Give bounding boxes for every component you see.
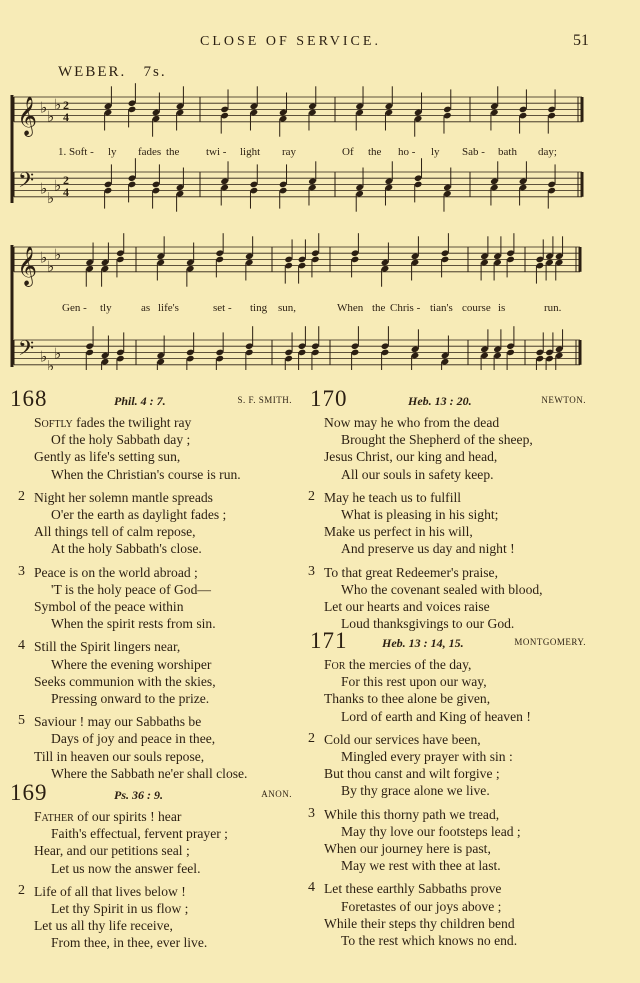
hymn-author: MONTGOMERY. <box>514 637 586 647</box>
verse-line: O'er the earth as daylight fades ; <box>51 507 227 523</box>
lyric-syllable: Gen - <box>62 302 87 314</box>
lyric-syllable: the <box>166 146 180 158</box>
verse-line: Peace is on the world abroad ; <box>34 564 198 580</box>
flat-sign: ♭ <box>47 358 55 370</box>
verse <box>308 563 586 633</box>
hymn-heading <box>310 628 586 656</box>
verse <box>324 414 586 483</box>
time-signature-top: 2 <box>63 173 69 187</box>
verse-line: All things tell of calm repose, <box>34 524 196 540</box>
lyric-syllable: fades <box>138 146 162 158</box>
verse <box>308 488 586 558</box>
hymn-author: S. F. SMITH. <box>237 395 292 405</box>
hymn-171 <box>308 628 586 955</box>
lyric-syllable: sun, <box>278 302 297 314</box>
lyric-syllable: light <box>240 146 261 158</box>
verse-line: Loud thanksgivings to our God. <box>341 616 515 632</box>
flat-sign: ♭ <box>47 190 55 207</box>
lyric-syllable: twi - <box>206 146 227 158</box>
verse-line: Let thy Spirit in us flow ; <box>51 901 189 917</box>
verse <box>308 730 586 800</box>
lyric-syllable: life's <box>158 302 179 314</box>
verse-number: 2 <box>308 488 315 504</box>
verse <box>308 805 586 875</box>
verse-line: Till in heaven our souls repose, <box>34 748 205 764</box>
time-signature-top: 2 <box>63 98 69 112</box>
page-number: 51 <box>573 32 589 49</box>
verse-line: When the spirit rests from sin. <box>51 616 216 632</box>
verse <box>34 808 292 877</box>
verse-line: Where the Sabbath ne'er shall close. <box>51 765 248 781</box>
lyric-syllable: is <box>498 302 506 314</box>
scripture-reference: Phil. 4 : 7. <box>114 394 166 408</box>
score-svg <box>0 0 640 370</box>
hymn-heading <box>10 386 292 414</box>
bass-clef: 𝄢 <box>18 168 35 197</box>
verse <box>308 880 586 949</box>
verse-line: Let our hearts and voices raise <box>324 599 490 615</box>
flat-sign: ♭ <box>40 181 48 198</box>
verse-line: When the Christian's course is run. <box>51 466 241 482</box>
lyric-syllable: run. <box>544 302 562 314</box>
hymn-author: ANON. <box>261 789 292 799</box>
verse-line: Cold our services have been, <box>324 731 481 747</box>
verse-line: Where the evening worshiper <box>51 656 212 672</box>
verse-line: Jesus Christ, our king and head, <box>324 449 498 465</box>
verse-line: But thou canst and wilt forgive ; <box>324 766 500 782</box>
lyric-syllable: ly <box>431 146 440 158</box>
verse-line: Let us all thy life receive, <box>34 918 173 934</box>
flat-sign: ♭ <box>40 100 48 117</box>
verse-line-text: fades the twilight ray <box>72 415 192 430</box>
lyric-syllable: set - <box>213 302 232 314</box>
time-signature-bottom: 4 <box>63 185 69 199</box>
flat-sign: ♭ <box>40 349 48 366</box>
verse-line: All our souls in safety keep. <box>341 466 494 482</box>
verse-number: 3 <box>18 563 25 579</box>
lyric-syllable: course <box>462 302 491 314</box>
verse-number: 2 <box>18 882 25 898</box>
verse-number: 2 <box>18 488 25 504</box>
verse-number: 2 <box>308 730 315 746</box>
verse-line: From thee, in thee, ever live. <box>51 935 208 951</box>
hymn-number: 168 <box>10 386 48 411</box>
verse-line: May thy love our footsteps lead ; <box>341 823 521 839</box>
lyric-syllable: ly <box>108 146 117 158</box>
hymn-heading <box>10 780 292 808</box>
page-title: CLOSE OF SERVICE. <box>200 34 381 49</box>
verse-line: At the holy Sabbath's close. <box>51 541 202 557</box>
verse-line: Now may he who from the dead <box>324 415 500 430</box>
time-signature-bottom: 4 <box>63 110 69 124</box>
verse <box>324 656 586 725</box>
verse-line: Pressing onward to the prize. <box>51 691 210 707</box>
verse-first-word: Softly <box>34 415 73 430</box>
treble-clef: 𝄞 <box>17 95 38 136</box>
flat-sign: ♭ <box>54 346 62 363</box>
verse-line: Faith's effectual, fervent prayer ; <box>51 826 228 842</box>
verse-number: 3 <box>308 563 315 579</box>
verse-line: Saviour ! may our Sabbaths be <box>34 714 202 730</box>
scripture-reference: Heb. 13 : 20. <box>408 394 472 408</box>
verse-line: May we rest with thee at last. <box>341 858 501 874</box>
verse-line <box>324 656 586 673</box>
verse-line: Mingled every prayer with sin : <box>341 749 513 765</box>
verse-line: Still the Spirit lingers near, <box>34 639 181 655</box>
lyric-syllable: bath <box>498 146 517 158</box>
hymn-number: 171 <box>310 628 348 653</box>
verse <box>18 882 292 952</box>
verse-number: 3 <box>308 805 315 821</box>
verse-line: By thy grace alone we live. <box>341 783 490 799</box>
lyric-syllable: Sab - <box>462 146 485 158</box>
verse-line: Gently as life's setting sun, <box>34 449 181 465</box>
scripture-reference: Ps. 36 : 9. <box>114 788 163 802</box>
hymn-number: 170 <box>310 386 348 411</box>
verse-line-text: the mercies of the day, <box>345 657 472 672</box>
lyric-syllable: tian's <box>430 302 453 314</box>
verse-line: Let us now the answer feel. <box>51 860 201 876</box>
flat-sign: ♭ <box>54 178 62 195</box>
hymn-number: 169 <box>10 780 48 805</box>
lyric-syllable: ho - <box>398 146 416 158</box>
lyric-syllable: tly <box>100 302 112 314</box>
verse-line: While this thorny path we tread, <box>324 806 500 822</box>
verse-line <box>34 808 292 825</box>
tune-name: WEBER. <box>58 64 127 80</box>
verse-line: Symbol of the peace within <box>34 599 184 615</box>
verse <box>18 638 292 707</box>
verse-line: When our journey here is past, <box>324 841 491 857</box>
lyric-syllable: ray <box>282 146 297 158</box>
verse-number: 4 <box>18 638 25 654</box>
lyric-syllable: day; <box>538 146 557 158</box>
verse-line: Of the holy Sabbath day ; <box>51 432 191 448</box>
verse-number: 5 <box>18 713 25 729</box>
hymn-168 <box>10 386 292 788</box>
verse-line <box>34 414 292 431</box>
lyric-syllable: the <box>368 146 382 158</box>
hymn-169 <box>10 780 292 958</box>
flat-sign: ♭ <box>40 250 48 267</box>
lyric-syllable: When <box>337 302 364 314</box>
verse-line: Make us perfect in his will, <box>324 524 473 540</box>
lyric-syllable: as <box>141 302 151 314</box>
lyric-syllable: Of <box>342 146 354 158</box>
hymn-author: NEWTON. <box>541 395 586 405</box>
verse-first-word: For <box>324 657 346 672</box>
scripture-reference: Heb. 13 : 14, 15. <box>382 636 464 650</box>
verse-line: Foretastes of our joys above ; <box>341 898 502 914</box>
hymn-170 <box>308 386 586 638</box>
verse-line: For this rest upon our way, <box>341 674 487 690</box>
verse-line-text: of our spirits ! hear <box>73 809 182 824</box>
flat-sign: ♭ <box>47 109 55 126</box>
verse-line: Let these earthly Sabbaths prove <box>324 881 502 897</box>
verse-line: Thanks to thee alone be given, <box>324 691 491 707</box>
flat-sign: ♭ <box>54 97 62 114</box>
verse-line: Brought the Shepherd of the sheep, <box>341 432 533 448</box>
lyric-syllable: the <box>372 302 386 314</box>
verse-line: May he teach us to fulfill <box>324 489 462 505</box>
verse-line: Seeks communion with the skies, <box>34 673 216 689</box>
verse-number: 4 <box>308 880 315 896</box>
verse-line: To that great Redeemer's praise, <box>324 564 498 580</box>
flat-sign: ♭ <box>47 259 55 276</box>
lyric-syllable: Chris - <box>390 302 421 314</box>
tune-meter: 7s. <box>143 64 167 80</box>
flat-sign: ♭ <box>54 247 62 264</box>
verse-line: Night her solemn mantle spreads <box>34 489 213 505</box>
verse <box>18 713 292 782</box>
lyric-syllable: 1. Soft - <box>58 146 94 158</box>
treble-clef: 𝄞 <box>17 245 38 286</box>
hymn-heading <box>310 386 586 414</box>
verse-line: While their steps thy children bend <box>324 915 515 931</box>
verse-line: Days of joy and peace in thee, <box>51 731 216 747</box>
verse-line: And preserve us day and night ! <box>341 541 515 557</box>
verse <box>34 414 292 483</box>
verse-line: What is pleasing in his sight; <box>341 507 499 523</box>
verse-line: Who the covenant sealed with blood, <box>341 581 543 597</box>
bass-clef: 𝄢 <box>18 336 35 365</box>
lyric-syllable: ting <box>250 302 268 314</box>
verse <box>18 563 292 633</box>
verse-first-word: Father <box>34 809 74 824</box>
verse-line: Hear, and our petitions seal ; <box>34 843 190 859</box>
verse-line: To the rest which knows no end. <box>341 933 518 949</box>
verse <box>18 488 292 558</box>
verse-line: 'T is the holy peace of God— <box>51 581 211 597</box>
verse-line: Lord of earth and King of heaven ! <box>341 708 531 724</box>
verse-line: Life of all that lives below ! <box>34 883 186 899</box>
